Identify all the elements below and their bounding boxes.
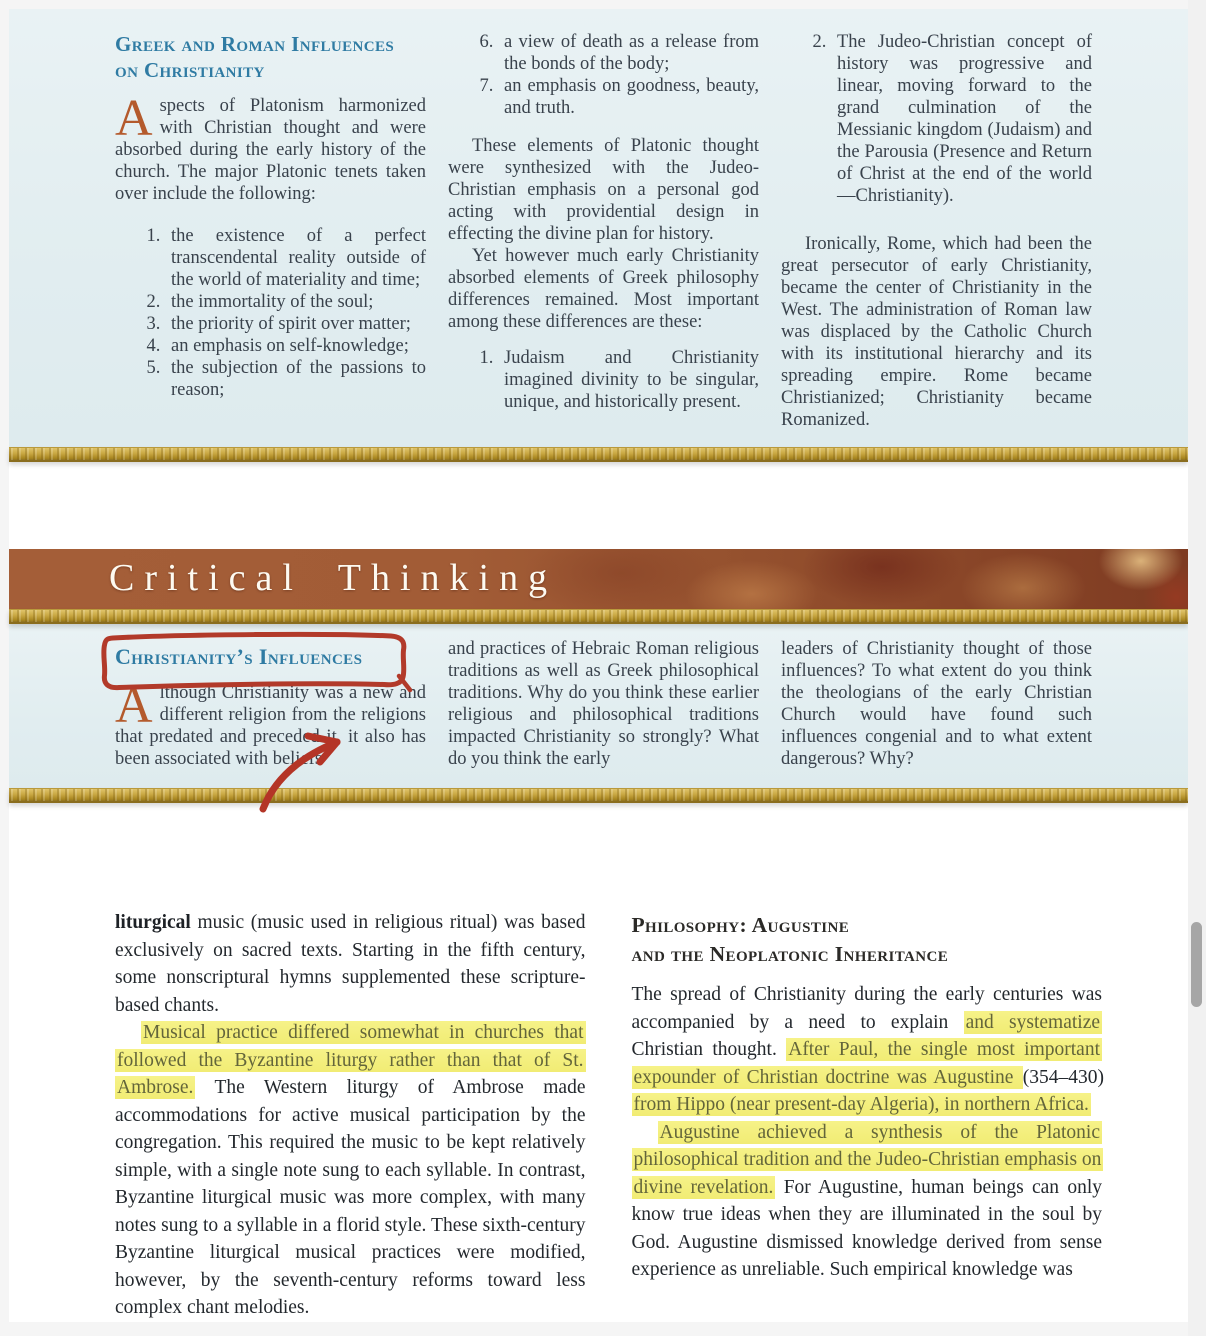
plain-text: (354–430)	[1022, 1066, 1104, 1088]
highlighted-text: from Hippo (near present-day Algeria), in northern Africa.	[633, 1094, 1089, 1115]
red-arrow-annotation	[245, 727, 357, 819]
dropcap-a: A	[115, 677, 153, 734]
highlighted-text: Musical practice differed somewhat in churches that followed the Byzantine liturgy rather than that of St. Ambrose.	[117, 1022, 584, 1098]
gold-divider-top	[9, 447, 1188, 462]
rome-paragraph: Ironically, Rome, which had been the great persecutor of early Christianity, became the center of Christianity in the West. The administration of Roman law was displaced by the Catholic Church with its institutional hierarchy and its spreading empire. Rome became Christianized; Christianity became Romanized.	[781, 234, 1092, 430]
greek-roman-intro-paragraph	[115, 90, 426, 205]
platonic-tenets-list-6-7	[448, 31, 759, 119]
list-item: 5. the subjection of the passions to reason;	[165, 357, 426, 401]
gold-divider-banner-bottom	[9, 609, 1188, 624]
differences-list-2	[781, 31, 1092, 207]
section-critical-thinking	[9, 624, 1188, 788]
highlighted-text: and systematize	[965, 1011, 1101, 1033]
gold-divider-bottom	[9, 788, 1188, 803]
scrollbar-track[interactable]	[1188, 0, 1206, 1336]
critical-thinking-column-2	[448, 638, 759, 770]
section-body-text	[9, 909, 1188, 1322]
greek-roman-heading	[115, 31, 426, 83]
ct-paragraph-2: and practices of Hebraic Roman religious traditions as well as Greek philosophical traditions. Why do you think these earlier religious and philosophical traditions impacted Christianity so strongly? What do you think the early	[448, 639, 759, 769]
synthesis-paragraph: These elements of Platonic thought were synthesized with the Judeo-Christian emphasis on a personal god acting with providential design in effecting the divine plan for history.	[448, 136, 759, 244]
section-greek-roman-influences	[9, 9, 1188, 447]
highlighted-text: After Paul, the single most important expounder of Christian doctrine was Augustine	[633, 1039, 1100, 1088]
augustine-paragraph-2-text: For Augustine, human beings can only know true ideas when they are illuminated in the soul by God. Augustine dismissed knowledge derived from sense experience as unreliable. Such empirical knowledge was	[631, 1176, 1102, 1280]
philosophy-heading-line1: Philosophy: Augustine	[631, 913, 850, 937]
circled-heading-wrapper	[111, 634, 372, 676]
list-item: 6. a view of death as a release from the bonds of the body;	[498, 31, 759, 75]
philosophy-augustine-heading	[632, 911, 1103, 969]
plain-text: The spread of Christianity during the early centuries was accompanied by a need to explain	[631, 984, 1102, 1033]
differences-paragraph: Yet however much early Christianity absorbed elements of Greek philosophy differences remained. Most important among these differences are these:	[448, 246, 759, 332]
ct-paragraph-3: leaders of Christianity thought of those influences? To what extent do you think the theologians of the early Christian Church would have found such influences congenial and to what extent dangerous? Why?	[781, 639, 1092, 769]
white-gap	[9, 462, 1188, 549]
dropcap-a: A	[115, 90, 153, 147]
musical-practice-text: The Western liturgy of Ambrose made accommodations for active musical participation by the congregation. This required the music to be kept relatively simple, with a single note sung to each syllable. In contrast, Byzantine liturgical music was more complex, with many notes sung to a syllable in a florid style. These sixth-century Byzantine liturgical musical practices were modified, however, by the seventh-century reforms toward less complex chant melodies.	[115, 1077, 586, 1318]
ct-paragraph-1-text: lthough Christianity was a new and different religion from the religions that predated and preceded it, it also has been associated with beliefs	[115, 683, 426, 769]
greek-roman-column-3	[781, 31, 1092, 431]
differences-list-1	[448, 347, 759, 413]
scrollbar-thumb[interactable]	[1191, 922, 1202, 1007]
liturgical-paragraph-text: music (music used in religious ritual) was based exclusively on sacred texts. Starting in the fifth century, some nonscriptural hymns supplemented these scripture-based chants.	[115, 912, 586, 1016]
list-item: 7. an emphasis on goodness, beauty, and truth.	[498, 75, 759, 119]
christianitys-influences-heading: Christianity’s Influences	[115, 644, 363, 669]
highlighted-text: Augustine achieved a synthesis of the Platonic philosophical tradition and the Judeo-Christian emphasis on divine revelation.	[633, 1121, 1102, 1198]
philosophy-heading-line2: and the Neoplatonic Inheritance	[631, 942, 949, 966]
greek-roman-column-1	[115, 31, 426, 431]
list-item: 2. The Judeo-Christian concept of history was progressive and linear, moving forward to the grand culmination of the Messianic kingdom (Judaism) and the Parousia (Presence and Return of Christ at the end of the world—Christianity).	[831, 31, 1092, 207]
critical-thinking-column-3	[781, 638, 1092, 770]
critical-thinking-banner	[9, 549, 1188, 609]
list-item: 1. the existence of a perfect transcendental reality outside of the world of materiality and time;	[165, 225, 426, 291]
augustine-paragraph-2	[632, 1119, 1103, 1284]
platonic-tenets-list-1-5	[115, 225, 426, 401]
plain-text: Christian thought.	[631, 1039, 787, 1060]
greek-roman-heading-line1: Greek and Roman Influences	[115, 32, 395, 56]
musical-practice-paragraph	[115, 1019, 586, 1322]
list-item: 2. the immortality of the soul;	[165, 291, 426, 313]
liturgical-music-column	[115, 909, 586, 1322]
liturgical-paragraph	[115, 909, 586, 1019]
list-item: 1. Judaism and Christianity imagined divinity to be singular, unique, and historically present.	[498, 347, 759, 413]
list-item: 4. an emphasis on self-knowledge;	[165, 335, 426, 357]
list-item: 3. the priority of spirit over matter;	[165, 313, 426, 335]
glossary-term-liturgical: liturgical	[115, 912, 191, 933]
philosophy-augustine-column	[632, 909, 1103, 1322]
greek-roman-column-2	[448, 31, 759, 431]
document-page	[9, 9, 1188, 1322]
greek-roman-heading-line2: on Christianity	[115, 58, 265, 82]
augustine-paragraph-1	[632, 981, 1103, 1119]
critical-thinking-title: Critical Thinking	[109, 557, 558, 599]
greek-roman-intro-text: spects of Platonism harmonized with Christian thought and were absorbed during the early history of the church. The major Platonic tenets taken over include the following:	[115, 96, 426, 204]
